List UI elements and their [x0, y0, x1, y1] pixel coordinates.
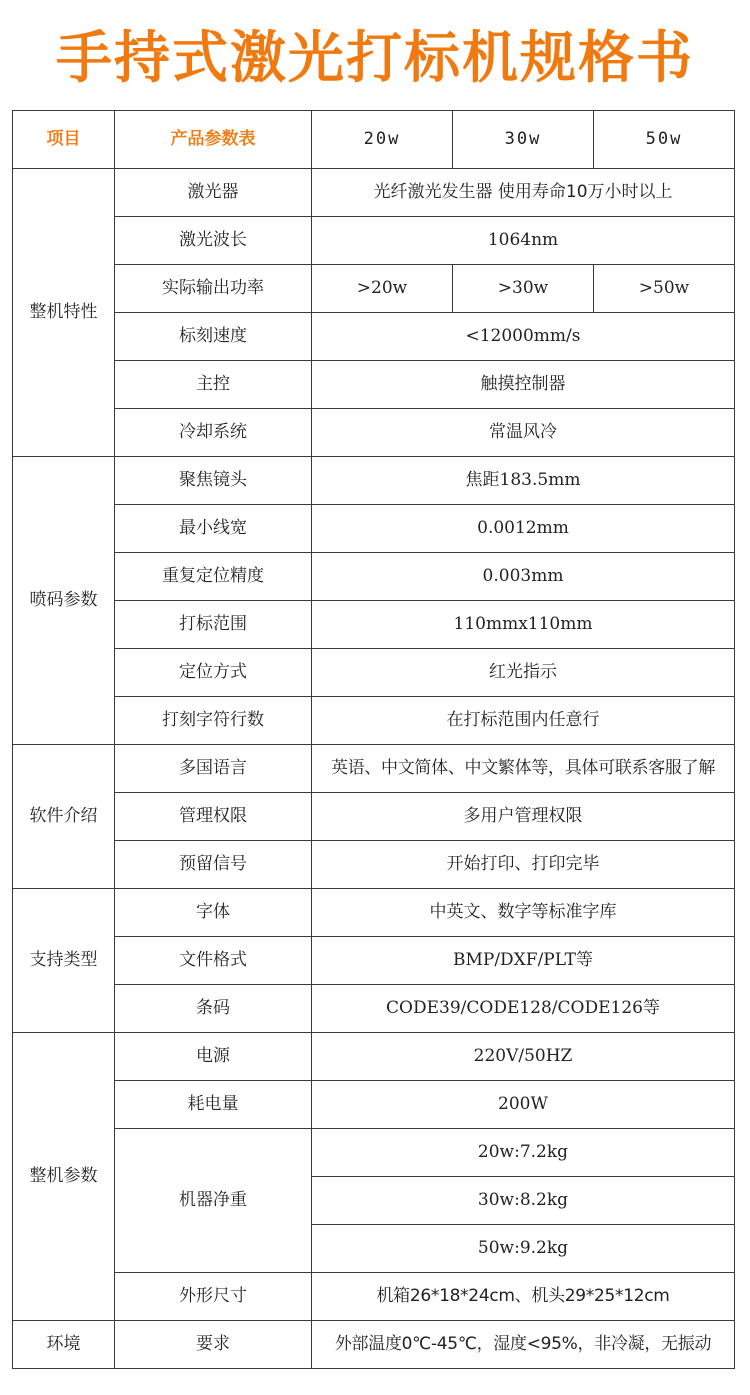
value-net-weight-20w: 20w:7.2kg — [312, 1129, 735, 1177]
label-power-supply: 电源 — [115, 1033, 312, 1081]
label-focus-lens: 聚焦镜头 — [115, 457, 312, 505]
table-row — [13, 1129, 735, 1177]
value-output-power-20w: >20w — [312, 265, 453, 313]
label-wavelength: 激光波长 — [115, 217, 312, 265]
table-row — [13, 313, 735, 361]
value-main-control: 触摸控制器 — [312, 361, 735, 409]
page-title: 手持式激光打标机规格书 — [56, 26, 694, 91]
value-power-supply: 220V/50HZ — [312, 1033, 735, 1081]
table-row — [13, 1033, 735, 1081]
table-row — [13, 841, 735, 889]
table-row — [13, 601, 735, 649]
table-row — [13, 457, 735, 505]
table-row — [13, 217, 735, 265]
value-file-formats: BMP/DXF/PLT等 — [312, 937, 735, 985]
value-signals: 开始打印、打印完毕 — [312, 841, 735, 889]
value-marking-range: 110mmx110mm — [312, 601, 735, 649]
group-coding-params: 喷码参数 — [13, 457, 115, 745]
value-languages: 英语、中文简体、中文繁体等，具体可联系客服了解 — [312, 745, 735, 793]
label-output-power: 实际输出功率 — [115, 265, 312, 313]
value-permissions: 多用户管理权限 — [312, 793, 735, 841]
label-laser: 激光器 — [115, 169, 312, 217]
value-focus-lens: 焦距183.5mm — [312, 457, 735, 505]
spec-table — [12, 110, 735, 1369]
group-machine-features: 整机特性 — [13, 169, 115, 457]
value-laser: 光纤激光发生器 使用寿命10万小时以上 — [312, 169, 735, 217]
header-model-20w: 20w — [312, 111, 453, 169]
label-fonts: 字体 — [115, 889, 312, 937]
label-requirement: 要求 — [115, 1321, 312, 1369]
table-row — [13, 1321, 735, 1369]
value-char-lines: 在打标范围内任意行 — [312, 697, 735, 745]
label-languages: 多国语言 — [115, 745, 312, 793]
label-net-weight: 机器净重 — [115, 1129, 312, 1273]
value-positioning: 红光指示 — [312, 649, 735, 697]
value-requirement: 外部温度0℃-45℃，湿度<95%，非冷凝，无振动 — [312, 1321, 735, 1369]
value-power-consumption: 200W — [312, 1081, 735, 1129]
group-support-types: 支持类型 — [13, 889, 115, 1033]
value-net-weight-50w: 50w:9.2kg — [312, 1225, 735, 1273]
label-signals: 预留信号 — [115, 841, 312, 889]
value-wavelength: 1064nm — [312, 217, 735, 265]
table-row — [13, 1273, 735, 1321]
value-net-weight-30w: 30w:8.2kg — [312, 1177, 735, 1225]
header-params: 产品参数表 — [115, 111, 312, 169]
label-cooling: 冷却系统 — [115, 409, 312, 457]
table-row — [13, 505, 735, 553]
label-main-control: 主控 — [115, 361, 312, 409]
value-cooling: 常温风冷 — [312, 409, 735, 457]
label-repeat-accuracy: 重复定位精度 — [115, 553, 312, 601]
label-marking-speed: 标刻速度 — [115, 313, 312, 361]
label-permissions: 管理权限 — [115, 793, 312, 841]
group-environment: 环境 — [13, 1321, 115, 1369]
group-software: 软件介绍 — [13, 745, 115, 889]
value-marking-speed: <12000mm/s — [312, 313, 735, 361]
table-row — [13, 649, 735, 697]
table-row — [13, 937, 735, 985]
label-barcodes: 条码 — [115, 985, 312, 1033]
value-output-power-30w: >30w — [453, 265, 594, 313]
value-min-line-width: 0.0012mm — [312, 505, 735, 553]
header-model-30w: 30w — [453, 111, 594, 169]
value-repeat-accuracy: 0.003mm — [312, 553, 735, 601]
table-row — [13, 553, 735, 601]
value-fonts: 中英文、数字等标准字库 — [312, 889, 735, 937]
table-row — [13, 265, 735, 313]
table-row — [13, 697, 735, 745]
table-row — [13, 985, 735, 1033]
label-marking-range: 打标范围 — [115, 601, 312, 649]
table-row — [13, 1081, 735, 1129]
table-row — [13, 409, 735, 457]
group-machine-params: 整机参数 — [13, 1033, 115, 1321]
header-model-50w: 50w — [594, 111, 735, 169]
label-file-formats: 文件格式 — [115, 937, 312, 985]
label-power-consumption: 耗电量 — [115, 1081, 312, 1129]
value-dimensions: 机箱26*18*24cm、机头29*25*12cm — [312, 1273, 735, 1321]
header-row — [13, 111, 735, 169]
table-row — [13, 889, 735, 937]
table-row — [13, 169, 735, 217]
header-item: 项目 — [13, 111, 115, 169]
label-char-lines: 打刻字符行数 — [115, 697, 312, 745]
label-dimensions: 外形尺寸 — [115, 1273, 312, 1321]
value-barcodes: CODE39/CODE128/CODE126等 — [312, 985, 735, 1033]
table-row — [13, 361, 735, 409]
table-row — [13, 793, 735, 841]
table-row — [13, 745, 735, 793]
label-min-line-width: 最小线宽 — [115, 505, 312, 553]
label-positioning: 定位方式 — [115, 649, 312, 697]
value-output-power-50w: >50w — [594, 265, 735, 313]
